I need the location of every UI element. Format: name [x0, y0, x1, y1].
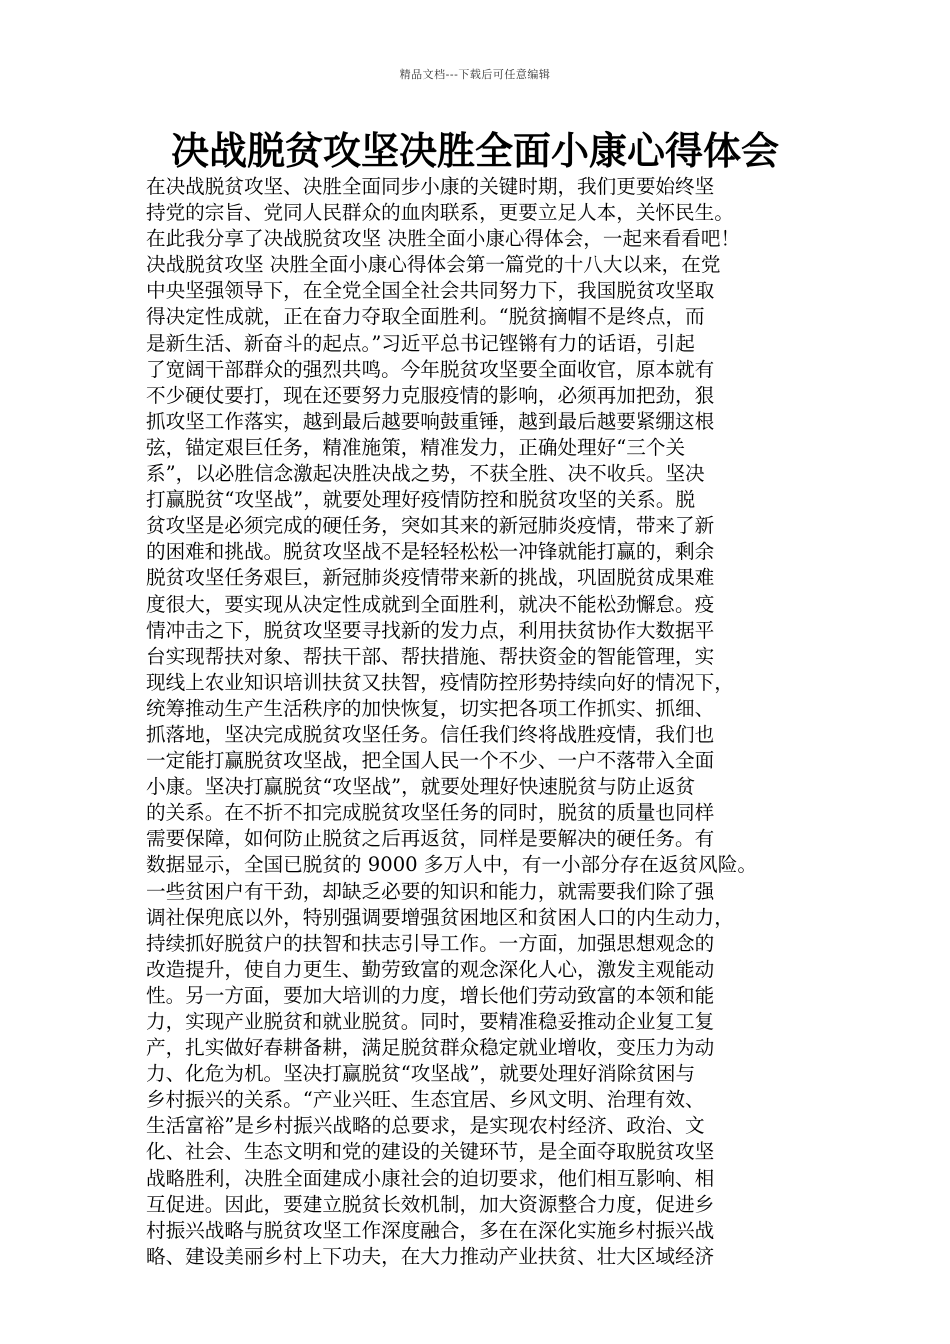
body-line: 力，实现产业脱贫和就业脱贫。同时，要精准稳妥推动企业复工复	[146, 1010, 715, 1033]
body-line: 的关系。在不折不扣完成脱贫攻坚任务的同时，脱贫的质量也同样	[146, 801, 715, 825]
document-body	[146, 174, 836, 1270]
body-line: 改造提升，使自力更生、勤劳致富的观念深化人心，激发主观能动	[146, 957, 715, 981]
body-line: 脱贫攻坚任务艰巨，新冠肺炎疫情带来新的挑战，巩固脱贫成果难	[146, 566, 715, 590]
body-line: 不少硬仗要打，现在还要努力克服疫情的影响，必须再加把劲，狠	[146, 383, 715, 407]
body-line: 抓攻坚工作落实，越到最后越要响鼓重锤，越到最后越要紧绷这根	[146, 409, 715, 433]
body-line: 持续抓好脱贫户的扶智和扶志引导工作。一方面，加强思想观念的	[146, 931, 715, 955]
document-title: 决战脱贫攻坚决胜全面小康心得体会	[170, 129, 779, 173]
body-line: 生活富裕”是乡村振兴战略的总要求，是实现农村经济、政治、文	[146, 1114, 705, 1138]
body-line: 贫攻坚是必须完成的硬任务，突如其来的新冠肺炎疫情，带来了新	[146, 514, 715, 538]
body-line: 打赢脱贫“攻坚战”，就要处理好疫情防控和脱贫攻坚的关系。脱	[146, 488, 696, 512]
body-line: 村振兴战略与脱贫攻坚工作深度融合，多在在深化实施乡村振兴战	[146, 1218, 715, 1242]
body-line: 持党的宗旨、党同人民群众的血肉联系，更要立足人本，关怀民生。	[146, 201, 734, 225]
body-line: 性。另一方面，要加大培训的力度，增长他们劳动致富的本领和能	[146, 983, 715, 1007]
body-line: 略、建设美丽乡村上下功夫，在大力推动产业扶贫、壮大区域经济	[146, 1244, 715, 1268]
body-line: 化、社会、生态文明和党的建设的关键环节，是全面夺取脱贫攻坚	[146, 1140, 715, 1164]
body-line: 情冲击之下，脱贫攻坚要寻找新的发力点，利用扶贫协作大数据平	[146, 618, 715, 642]
body-line: 乡村振兴的关系。“产业兴旺、生态宜居、乡风文明、治理有效、	[146, 1088, 705, 1112]
body-line: 一定能打赢脱贫攻坚战，把全国人民一个不少、一户不落带入全面	[146, 749, 715, 773]
body-line: 一些贫困户有干劲，却缺乏必要的知识和能力，就需要我们除了强	[146, 879, 715, 903]
body-line: 需要保障，如何防止脱贫之后再返贫，同样是要解决的硬任务。有	[146, 827, 715, 851]
body-line: 调社保兜底以外，特别强调要增强贫困地区和贫困人口的内生动力，	[146, 905, 734, 929]
body-line: 的困难和挑战。脱贫攻坚战不是轻轻松松一冲锋就能打赢的，剩余	[146, 540, 715, 564]
body-line: 在决战脱贫攻坚、决胜全面同步小康的关键时期，我们更要始终坚	[146, 175, 715, 198]
body-line: 统筹推动生产生活秩序的加快恢复，切实把各项工作抓实、抓细、	[146, 696, 715, 720]
body-line: 得决定性成就，正在奋力夺取全面胜利。“脱贫摘帽不是终点，而	[146, 305, 705, 329]
body-line: 小康。坚决打赢脱贫“攻坚战”，就要处理好快速脱贫与防止返贫	[146, 775, 696, 799]
body-line: 度很大，要实现从决定性成就到全面胜利，就决不能松劲懈怠。疫	[146, 592, 715, 616]
body-line: 系”，以必胜信念激起决胜决战之势，不获全胜、决不收兵。坚决	[146, 462, 705, 486]
body-line: 了宽阔干部群众的强烈共鸣。今年脱贫攻坚要全面收官，原本就有	[146, 357, 715, 381]
body-line: 中央坚强领导下，在全党全国全社会共同努力下，我国脱贫攻坚取	[146, 279, 715, 303]
body-line: 在此我分享了决战脱贫攻坚 决胜全面小康心得体会，一起来看看吧！	[146, 227, 741, 251]
body-line: 台实现帮扶对象、帮扶干部、帮扶措施、帮扶资金的智能管理，实	[146, 644, 715, 668]
body-line: 互促进。因此，要建立脱贫长效机制，加大资源整合力度，促进乡	[146, 1192, 715, 1216]
body-line: 数据显示，全国已脱贫的 9000 多万人中，有一小部分存在返贫风险。	[146, 853, 757, 877]
body-line: 产，扎实做好春耕备耕，满足脱贫群众稳定就业增收，变压力为动	[146, 1036, 715, 1060]
body-line: 弦，锚定艰巨任务，精准施策，精准发力，正确处理好“三个关	[146, 435, 686, 459]
header-note: 精品文档---下载后可任意编辑	[399, 68, 551, 81]
body-line: 是新生活、新奋斗的起点。”习近平总书记铿锵有力的话语，引起	[146, 331, 695, 355]
body-line: 抓落地，坚决完成脱贫攻坚任务。信任我们终将战胜疫情，我们也	[146, 722, 715, 746]
body-line: 力、化危为机。坚决打赢脱贫“攻坚战”，就要处理好消除贫困与	[146, 1062, 696, 1086]
body-line: 现线上农业知识培训扶贫又扶智，疫情防控形势持续向好的情况下，	[146, 670, 734, 694]
body-line: 决战脱贫攻坚 决胜全面小康心得体会第一篇党的十八大以来，在党	[146, 253, 721, 277]
body-line: 战略胜利，决胜全面建成小康社会的迫切要求，他们相互影响、相	[146, 1166, 715, 1190]
